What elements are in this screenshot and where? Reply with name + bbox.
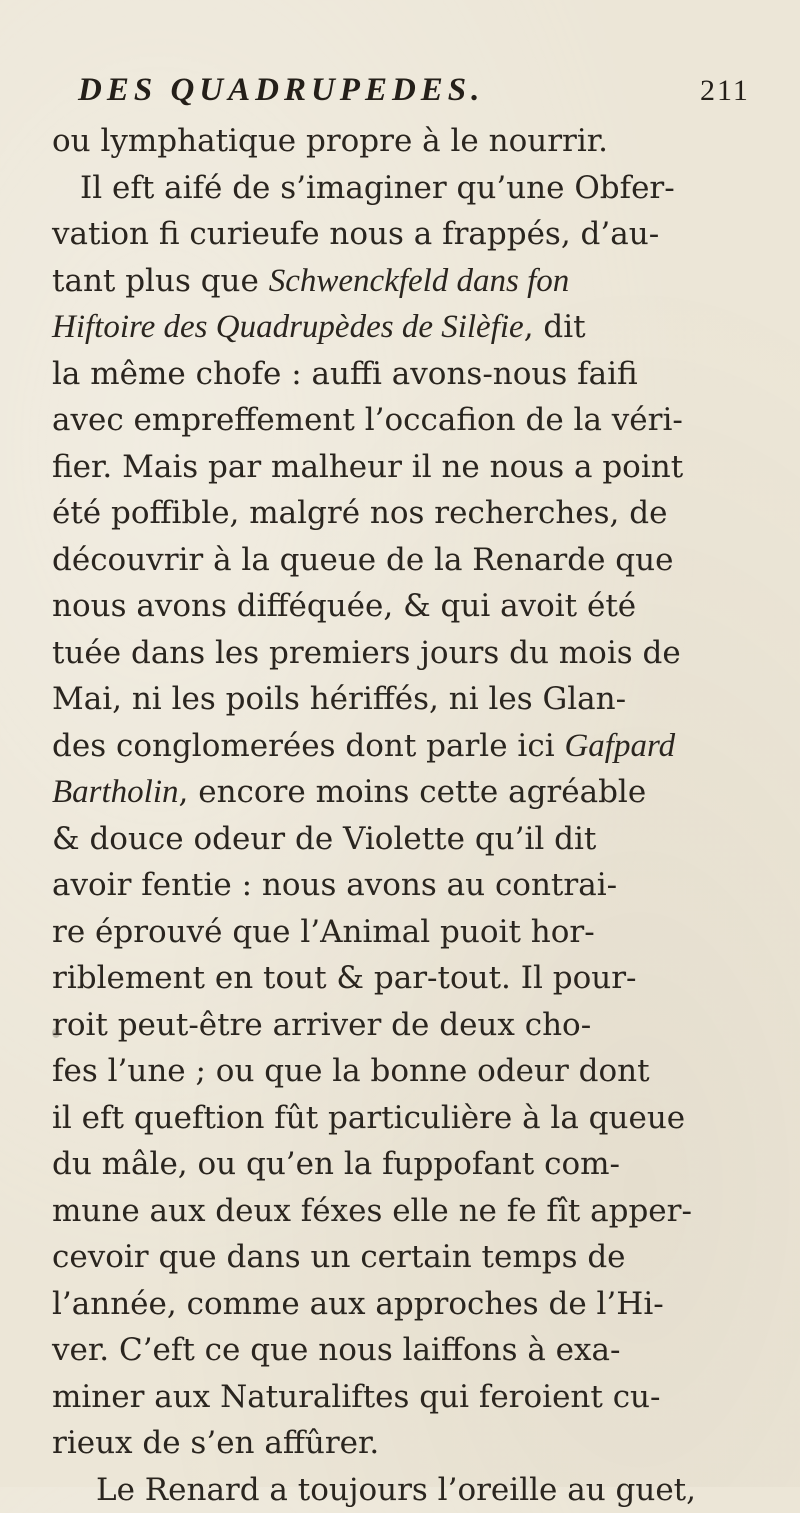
text-segment: avec empreffement l’occafion de la véri- [52,402,683,438]
text-line [52,1048,794,1095]
text-line [52,211,794,258]
text-line [52,1327,794,1374]
text-segment: & douce odeur de Violette qu’il dit [52,821,596,857]
text-segment: riblement en tout & par-tout. Il pour- [52,960,637,996]
text-segment: l’année, comme aux approches de l’Hi- [52,1286,664,1322]
text-line [52,1141,794,1188]
text-line [52,304,794,351]
text-line [52,1467,794,1513]
text-line [52,676,794,723]
text-segment: découvrir à la queue de la Renarde que [52,542,673,578]
text-segment: Le Renard a toujours l’oreille au guet, [96,1472,696,1508]
text-segment: tuée dans les premiers jours du mois de [52,635,681,671]
text-line [52,444,794,491]
text-segment: , encore moins cette agréable [179,774,647,810]
text-line [52,955,794,1002]
body-text [52,118,794,1513]
text-segment: des conglomerées dont parle ici [52,728,564,764]
text-line [52,1374,794,1421]
text-segment: vation fi curieufe nous a frappés, d’au- [52,216,659,252]
italic-text: Bartholin [52,774,179,810]
text-segment: la même chofe : auffi avons-nous faifi [52,356,638,392]
text-segment: avoir fentie : nous avons au contrai- [52,867,617,903]
running-title: DES QUADRUPEDES. [78,72,484,109]
text-line [52,490,794,537]
text-segment: mune aux deux féxes elle ne fe fît apper- [52,1193,692,1229]
text-segment: rieux de s’en affûrer. [52,1425,379,1461]
text-segment: été poffible, malgré nos recherches, de [52,495,667,531]
text-line [52,630,794,677]
text-line [52,862,794,909]
page-number: 211 [700,74,750,108]
text-line [52,1095,794,1142]
text-segment: il eft queftion fût particulière à la queue [52,1100,685,1136]
text-line [52,397,794,444]
text-segment: Mai, ni les poils hériffés, ni les Glan- [52,681,626,717]
text-line [52,1002,794,1049]
text-segment: , dit [524,309,586,345]
text-line [52,118,794,165]
text-line [52,583,794,630]
text-segment: du mâle, ou qu’en la fuppofant com- [52,1146,620,1182]
text-segment: roit peut-être arriver de deux cho- [52,1007,591,1043]
text-segment: fes l’une ; ou que la bonne odeur dont [52,1053,650,1089]
text-line [52,258,794,305]
text-line [52,769,794,816]
italic-text: Hiftoire des Quadrupèdes de Silèfie [52,309,524,345]
text-line [52,1234,794,1281]
text-line [52,816,794,863]
text-line [52,537,794,584]
text-line [52,1281,794,1328]
text-line [52,723,794,770]
text-line [52,909,794,956]
ink-smudge [52,1028,60,1038]
text-segment: fier. Mais par malheur il ne nous a point [52,449,683,485]
page-header [0,72,800,116]
text-line [52,1420,794,1467]
text-line [52,165,794,212]
text-segment: Il eft aifé de s’imaginer qu’une Obfer- [80,170,675,206]
text-segment: ver. C’eft ce que nous laiffons à exa- [52,1332,620,1368]
text-segment: cevoir que dans un certain temps de [52,1239,626,1275]
text-line [52,351,794,398]
italic-text: Gafpard [564,728,675,764]
text-segment: nous avons difféquée, & qui avoit été [52,588,636,624]
text-segment: ou lymphatique propre à le nourrir. [52,123,608,159]
italic-text: Schwenckfeld dans fon [269,263,570,299]
text-line [52,1188,794,1235]
text-segment: miner aux Naturaliftes qui feroient cu- [52,1379,661,1415]
text-segment: re éprouvé que l’Animal puoit hor- [52,914,595,950]
text-segment: tant plus que [52,263,269,299]
